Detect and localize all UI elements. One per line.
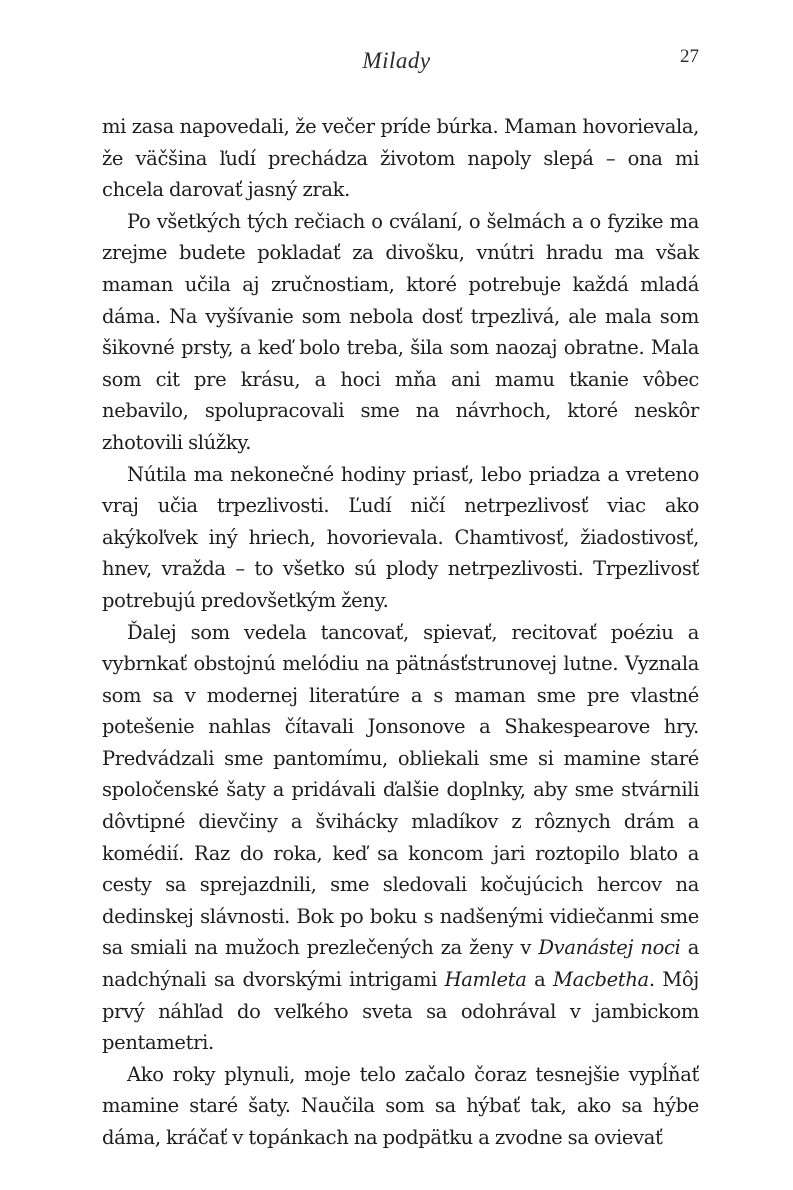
paragraph-4-text: Ďalej som vedela tancovať, spievať, recitovať poéziu a vybrnkať obstojnú melódiu na pätnásťstrunovej lutne. Vyznala som sa v modernej literatúre a s maman sme pre vlastné potešenie nahlas čítavali Jonsonove a Shakespearove hry. Predvádzali sme pantomímu, obliekali sme si mamine staré spoločenské šaty a pridávali ďalšie doplnky, aby sme stvárnili dôvtipné dievčiny a švihácky mladíkov z rôznych drám a komédií. Raz do roka, keď sa koncom jari roztopilo blato a cesty sa sprejazdnili, sme sledovali kočujúcich hercov na dedinskej slávnosti. Bok po boku s nadšenými vidiečanmi sme sa smiali na mužoch prezlečených za ženy v xyxy=(102,620,699,960)
paragraph-2: Po všetkých tých rečiach o cválaní, o šelmách a o fyzike ma zrejme budete pokladať za divošku, vnútri hradu ma však maman učila aj zručnostiam, ktoré potrebuje každá mladá dáma. Na vyšívanie som nebola dosť trpezlivá, ale mala som šikovné prsty, a keď bolo treba, šila som naozaj obratne. Mala som cit pre krásu, a hoci mňa ani mamu tkanie vôbec nebavilo, spolupracovali sme na návrhoch, ktoré neskôr zhotovili slúžky. xyxy=(102,209,699,454)
running-title: Milady xyxy=(362,48,431,73)
paragraph-5: Ako roky plynuli, moje telo začalo čoraz tesnejšie vypĺňať mamine staré šaty. Naučila som sa hýbať tak, ako sa hýbe dáma, kráčať v topánkach na podpätku a zvodne sa ovievať xyxy=(102,1062,699,1149)
running-header xyxy=(0,44,793,84)
paragraph-4-text: a xyxy=(526,968,554,992)
body-text xyxy=(102,111,699,1154)
paragraph-4-text: . Môj prvý náhľad do veľkého sveta sa odohrával v jambickom pentametri. xyxy=(102,968,699,1055)
title-hamleta: Hamleta xyxy=(444,968,527,992)
paragraph-1: mi zasa napovedali, že večer príde búrka. Maman hovorievala, že väčšina ľudí prechádza životom napoly slepá – ona mi chcela darovať jasný zrak. xyxy=(102,115,699,202)
paragraph-4-text: a nadchýnali sa dvorskými intrigami xyxy=(102,936,700,992)
paragraph-4 xyxy=(102,617,699,1059)
paragraph-3: Nútila ma nekonečné hodiny priasť, lebo priadza a vreteno vraj učia trpezlivosti. Ľudí ničí netrpezlivosť viac ako akýkoľvek iný hriech, hovorievala. Chamtivosť, žiadostivosť, hnev, vražda – to všetko sú plody netrpezlivosti. Trpezlivosť potrebujú predovšetkým ženy. xyxy=(102,462,699,612)
title-macbetha: Macbetha xyxy=(553,968,649,992)
page-number: 27 xyxy=(680,46,699,67)
title-dvanastej-noci: Dvanástej noci xyxy=(538,936,681,960)
